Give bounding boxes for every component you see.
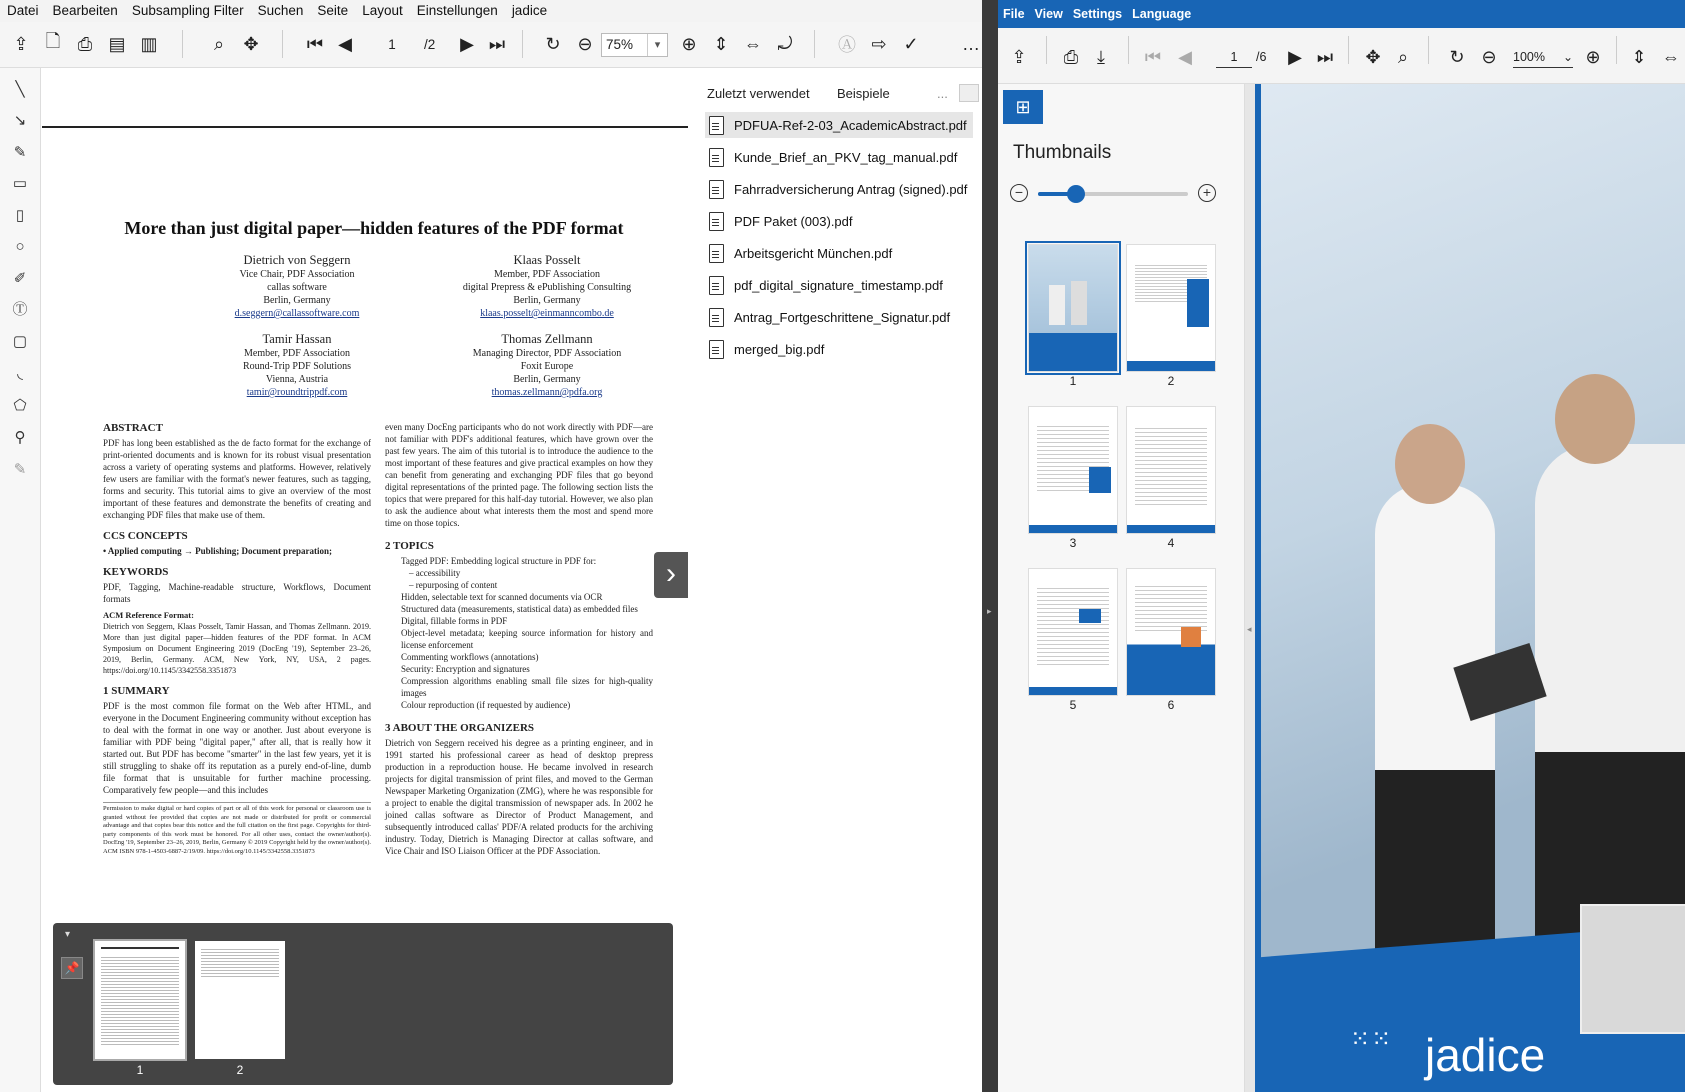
file-icon <box>709 148 724 167</box>
first-page-icon[interactable]: ⏮ <box>306 33 324 54</box>
more-icon[interactable]: … <box>962 33 980 54</box>
collapse-icon[interactable]: ▾ <box>65 929 71 940</box>
line-icon[interactable]: ╲ <box>15 81 25 98</box>
tab-beispiele[interactable]: Beispiele <box>837 86 890 101</box>
fit-page-icon[interactable]: ⇕ <box>713 33 729 54</box>
document-title: More than just digital paper—hidden features of the PDF format <box>124 218 624 238</box>
circle-icon[interactable]: ○ <box>15 238 25 255</box>
next-page-overlay-button[interactable]: › <box>654 552 688 598</box>
thumbnail-number: 4 <box>1167 536 1175 550</box>
page-thumbnail-5[interactable] <box>1028 568 1118 696</box>
arrow-icon[interactable]: ↘ <box>13 112 27 129</box>
file-icon <box>709 212 724 231</box>
page-total: /2 <box>424 37 436 52</box>
menu-view[interactable]: View <box>1034 7 1063 21</box>
menu-einstellungen[interactable]: Einstellungen <box>416 3 498 18</box>
annotation-toolbar <box>0 68 41 1092</box>
recent-file-item[interactable]: Fahrradversicherung Antrag (signed).pdf <box>705 176 973 202</box>
thumbnail-number: 2 <box>236 1063 244 1077</box>
collapse-arrow-icon[interactable]: ◂ <box>1247 624 1252 634</box>
pin-icon[interactable]: 📌 <box>61 957 83 979</box>
rounded-rect-icon[interactable]: ▢ <box>12 333 28 350</box>
page-thumbnail-2[interactable] <box>1126 244 1216 372</box>
thumbnail-number: 1 <box>1069 374 1077 388</box>
chevron-down-icon[interactable]: ⌄ <box>1562 50 1573 64</box>
page-thumbnail-3[interactable] <box>1028 406 1118 534</box>
page-thumbnail-2[interactable] <box>195 941 285 1059</box>
open-icon[interactable]: ⇪ <box>1011 46 1027 67</box>
previous-page-icon[interactable]: ◀ <box>338 33 352 54</box>
menu-subsampling-filter[interactable]: Subsampling Filter <box>131 3 244 18</box>
eraser-icon[interactable]: ✎ <box>13 461 27 478</box>
menu-layout[interactable]: Layout <box>362 3 403 18</box>
rotate-icon[interactable]: ↻ <box>1449 46 1465 67</box>
zoom-out-icon[interactable]: ⊖ <box>1481 46 1497 67</box>
recent-file-item[interactable]: Kunde_Brief_an_PKV_tag_manual.pdf <box>705 144 973 170</box>
fit-width-icon[interactable]: ⇔ <box>744 33 762 54</box>
menu-bearbeiten[interactable]: Bearbeiten <box>52 3 118 18</box>
search-icon[interactable]: ⌕ <box>213 33 225 54</box>
previous-page-icon[interactable]: ◀ <box>1178 46 1192 67</box>
recent-file-item[interactable]: merged_big.pdf <box>705 336 973 362</box>
thumbnail-zoom-out-icon[interactable]: − <box>1010 184 1028 202</box>
send-icon[interactable]: ⇨ <box>871 33 887 54</box>
recent-files-panel <box>693 68 982 1092</box>
last-page-icon[interactable]: ⏭ <box>488 33 506 54</box>
zoom-in-icon[interactable]: ⊕ <box>681 33 697 54</box>
menu-jadice[interactable]: jadice <box>511 3 548 18</box>
file-icon <box>709 308 724 327</box>
zoom-select[interactable] <box>1513 46 1573 68</box>
recent-file-item[interactable]: Arbeitsgericht München.pdf <box>705 240 973 266</box>
zoom-value: 100% <box>1513 50 1545 64</box>
rotate-page-icon[interactable]: ⤾ <box>777 33 793 54</box>
note-icon[interactable]: ▯ <box>15 207 25 224</box>
download-icon[interactable]: ⤓ <box>1097 46 1105 67</box>
brand-text: jadice <box>1425 1029 1546 1081</box>
close-document-icon[interactable]: 🗋 <box>45 31 61 51</box>
thumbnail-size-slider[interactable] <box>1038 192 1188 196</box>
menu-suchen[interactable]: Suchen <box>257 3 304 18</box>
menu-seite[interactable]: Seite <box>317 3 349 18</box>
chevron-down-icon[interactable]: ▾ <box>647 34 667 56</box>
menu-language[interactable]: Language <box>1132 7 1192 21</box>
window-divider[interactable] <box>982 0 998 1092</box>
stamp-icon[interactable]: ⚲ <box>14 429 26 446</box>
page-thumbnail-1[interactable] <box>95 941 185 1059</box>
print-icon[interactable]: ⎙ <box>77 33 93 54</box>
document-view[interactable] <box>1255 84 1685 1092</box>
next-page-icon[interactable]: ▶ <box>460 33 474 54</box>
print-icon[interactable]: ⎙ <box>1063 46 1079 67</box>
recent-file-item[interactable]: Antrag_Fortgeschrittene_Signatur.pdf <box>705 304 973 330</box>
right-column: even many DocEng participants who do not work directly with PDF—are not familiar with PDF's additional features, which have grown over the past few years. The aim of this tutorial is to introduce the audience to the most important of these features and give practical examples on how they can benefit from generating and exchanging PDF files that go beyond digital representations of the printed page. The following section lists the topics that were prepared for this half-day tutorial. However, we also plan to ask the audience about what interests them the most and spend more time on those topics. 2 TOPICS Tagged PDF: Embedding logical structure in PDF for: – accessibility – repurposing of content Hidden, selectable text for scanned documents via OCR Structured data (measurements, statistical data) as embedded files Digital, fillable forms in PDF Object-level metadata; keeping source information for history and license enforcement Commenting workflows (annotations) Security: Encryption and signatures Compression algorithms enabling small file sizes for high-quality images Colour reproduction (if requested by audience) 3 ABOUT THE ORGANIZERS Dietrich von Seggern received his degree as a printing engineer, and in 1991 started his professional career as head of desktop prepress production in a reproduction house. He became involved in research projects for digital transmission of print files, and moved to the German Newspaper Marketing Organization (ZMG), where he was responsible for a project to enable the digital transmission of newspaper ads. In 2002 he joined callas software as Director of Product Management, and subsequently introduced callas' PDF/A related products for the archiving industry. Today, Dietrich is Managing Director at callas software, and Vice Chair and ISO Liaison Officer at the PDF Association. <box>385 422 653 856</box>
marker-icon[interactable]: ✐ <box>13 270 27 287</box>
main-toolbar <box>0 22 982 68</box>
polyline-icon[interactable]: ◟ <box>17 365 23 382</box>
author-block: Dietrich von Seggern Vice Chair, PDF Association callas software Berlin, Germany d.seggern@callassoftware.com <box>234 253 360 319</box>
scroll-arrow-icon[interactable] <box>959 84 979 102</box>
page-number-input[interactable]: 1 <box>388 37 396 52</box>
page-number-input[interactable]: 1 <box>1216 46 1252 68</box>
rotate-icon[interactable]: ↻ <box>545 33 561 54</box>
first-page-icon[interactable]: ⏮ <box>1144 46 1162 67</box>
zoom-out-icon[interactable]: ⊖ <box>577 33 593 54</box>
zoom-value: 75% <box>606 37 634 52</box>
menu-bar <box>0 0 982 22</box>
sign-icon[interactable]: ✓ <box>903 33 919 54</box>
right-viewer-app <box>998 0 1685 1092</box>
menu-datei[interactable]: Datei <box>7 3 39 18</box>
menu-bar <box>998 0 1685 28</box>
search-icon[interactable]: ⌕ <box>1397 46 1409 67</box>
fit-page-icon[interactable]: ⇕ <box>1631 46 1647 67</box>
jadice-logo-icon: ⁙⁙ <box>1350 1026 1393 1053</box>
page-thumbnail-4[interactable] <box>1126 406 1216 534</box>
thumbnail-number: 2 <box>1167 374 1175 388</box>
fit-width-icon[interactable]: ⇔ <box>1662 46 1680 67</box>
next-page-icon[interactable]: ▶ <box>1288 46 1302 67</box>
author-block: Klaas Posselt Member, PDF Association digital Prepress & ePublishing Consulting Berlin, Germany klaas.posselt@einmanncombo.de <box>462 253 632 319</box>
zoom-in-icon[interactable]: ⊕ <box>1585 46 1601 67</box>
menu-file[interactable]: File <box>1003 7 1025 21</box>
pan-tool-icon[interactable]: ✥ <box>1365 46 1381 67</box>
file-icon <box>709 116 724 135</box>
page-total: /6 <box>1256 50 1267 64</box>
polygon-icon[interactable]: ⬠ <box>13 397 27 414</box>
tab-zuletzt-verwendet[interactable]: Zuletzt verwendet <box>707 86 810 101</box>
thumbnail-strip <box>53 923 673 1085</box>
file-icon <box>709 340 724 359</box>
thumbnail-number: 3 <box>1069 536 1077 550</box>
highlighter-icon[interactable]: ✎ <box>13 144 27 161</box>
save-icon[interactable]: ▥ <box>140 33 158 54</box>
open-icon[interactable]: ⇪ <box>13 33 29 54</box>
thumbnail-number: 6 <box>1167 698 1175 712</box>
author-block: Thomas Zellmann Managing Director, PDF Association Foxit Europe Berlin, Germany thomas.zellmann@pdfa.org <box>472 332 622 398</box>
person-figure <box>1375 484 1495 1004</box>
main-toolbar <box>998 28 1685 84</box>
thumbnail-number: 5 <box>1069 698 1077 712</box>
person-head <box>1395 424 1465 504</box>
recent-file-item[interactable]: PDF Paket (003).pdf <box>705 208 973 234</box>
slider-knob[interactable] <box>1067 185 1085 203</box>
recent-file-item[interactable]: pdf_digital_signature_timestamp.pdf <box>705 272 973 298</box>
recent-tabs <box>707 86 977 106</box>
file-icon <box>709 180 724 199</box>
zoom-select[interactable] <box>601 33 668 57</box>
laptop-screen <box>1580 904 1685 1034</box>
export-pdf-icon[interactable]: ▤ <box>108 33 126 54</box>
expand-arrow-icon[interactable]: ▸ <box>987 606 992 616</box>
thumbnail-sidebar <box>998 84 1245 1092</box>
author-block: Tamir Hassan Member, PDF Association Round-Trip PDF Solutions Vienna, Austria tamir@roundtrippdf.com <box>243 332 351 398</box>
page-thumbnail-1[interactable] <box>1028 244 1118 372</box>
sidebar-title: Thumbnails <box>1013 142 1112 163</box>
last-page-icon[interactable]: ⏭ <box>1316 46 1334 67</box>
sidebar-splitter[interactable] <box>1245 84 1255 1092</box>
grid-view-icon[interactable]: ⊞ <box>1003 90 1043 124</box>
thumbnail-number: 1 <box>136 1063 144 1077</box>
thumbnail-zoom-in-icon[interactable]: + <box>1198 184 1216 202</box>
textbox-icon[interactable]: Ⓣ <box>12 301 28 318</box>
page-thumbnail-6[interactable] <box>1126 568 1216 696</box>
tab-more[interactable]: ... <box>937 86 948 101</box>
person-head <box>1555 374 1635 464</box>
file-icon <box>709 244 724 263</box>
rectangle-icon[interactable]: ▭ <box>12 175 28 192</box>
left-column: ABSTRACT PDF has long been established as the de facto format for the exchange of print-oriented documents and is known for its robust visual presentation across a variety of operating systems and platforms. However, relatively few users are familiar with the format's newer features, such as tagging, forms and security. This tutorial aims to give an overview of the most important of these features and demonstrate the benefits of creating and exchanging PDF files that make use of them. CCS CONCEPTS • Applied computing → Publishing; Document preparation; KEYWORDS PDF, Tagging, Machine-readable structure, Workflows, Document formats ACM Reference Format: Dietrich von Seggern, Klaas Posselt, Tamir Hassan, and Thomas Zellmann. 2019. More than just digital paper—hidden features of the PDF format. In ACM Symposium on Document Engineering 2019 (DocEng '19), September 23–26, 2019, Berlin, Germany. ACM, New York, NY, USA, 2 pages. https://doi.org/10.1145/3342558.3351873 1 SUMMARY PDF is the most common file format on the Web after HTML, and everyone in the Document Engineering community without exception has to deal with the format in one way or another. Just about everyone is familiar with PDF being "digital paper," after all, that is really how it started out. But PDF has become "smarter" in the last few years, yet it is still struggling to shake off its reputation as a purely end-of-line, dumb file format that is unsuitable for further machine processing. Comparatively few people—and this includes Permission to make digital or hard copies of part or all of this work for personal or classroom use is granted without fee provided that copies are not made or distributed for profit or commercial advantage and that copies bear this notice and the full citation on the first page. Copyrights for third-party components of this work must be honored. For all other uses, contact the owner/author(s). DocEng '19, September 23–26, 2019, Berlin, Germany © 2019 Copyright held by the owner/author(s). ACM ISBN 978-1-4503-6887-2/19/09. https://doi.org/10.1145/3342558.3351873 <box>103 422 371 855</box>
recent-file-item[interactable]: PDFUA-Ref-2-03_AcademicAbstract.pdf <box>705 112 973 138</box>
menu-settings[interactable]: Settings <box>1072 7 1123 21</box>
pan-tool-icon[interactable]: ✥ <box>243 33 259 54</box>
file-icon <box>709 276 724 295</box>
text-annotation-icon[interactable]: Ⓐ <box>838 35 856 55</box>
